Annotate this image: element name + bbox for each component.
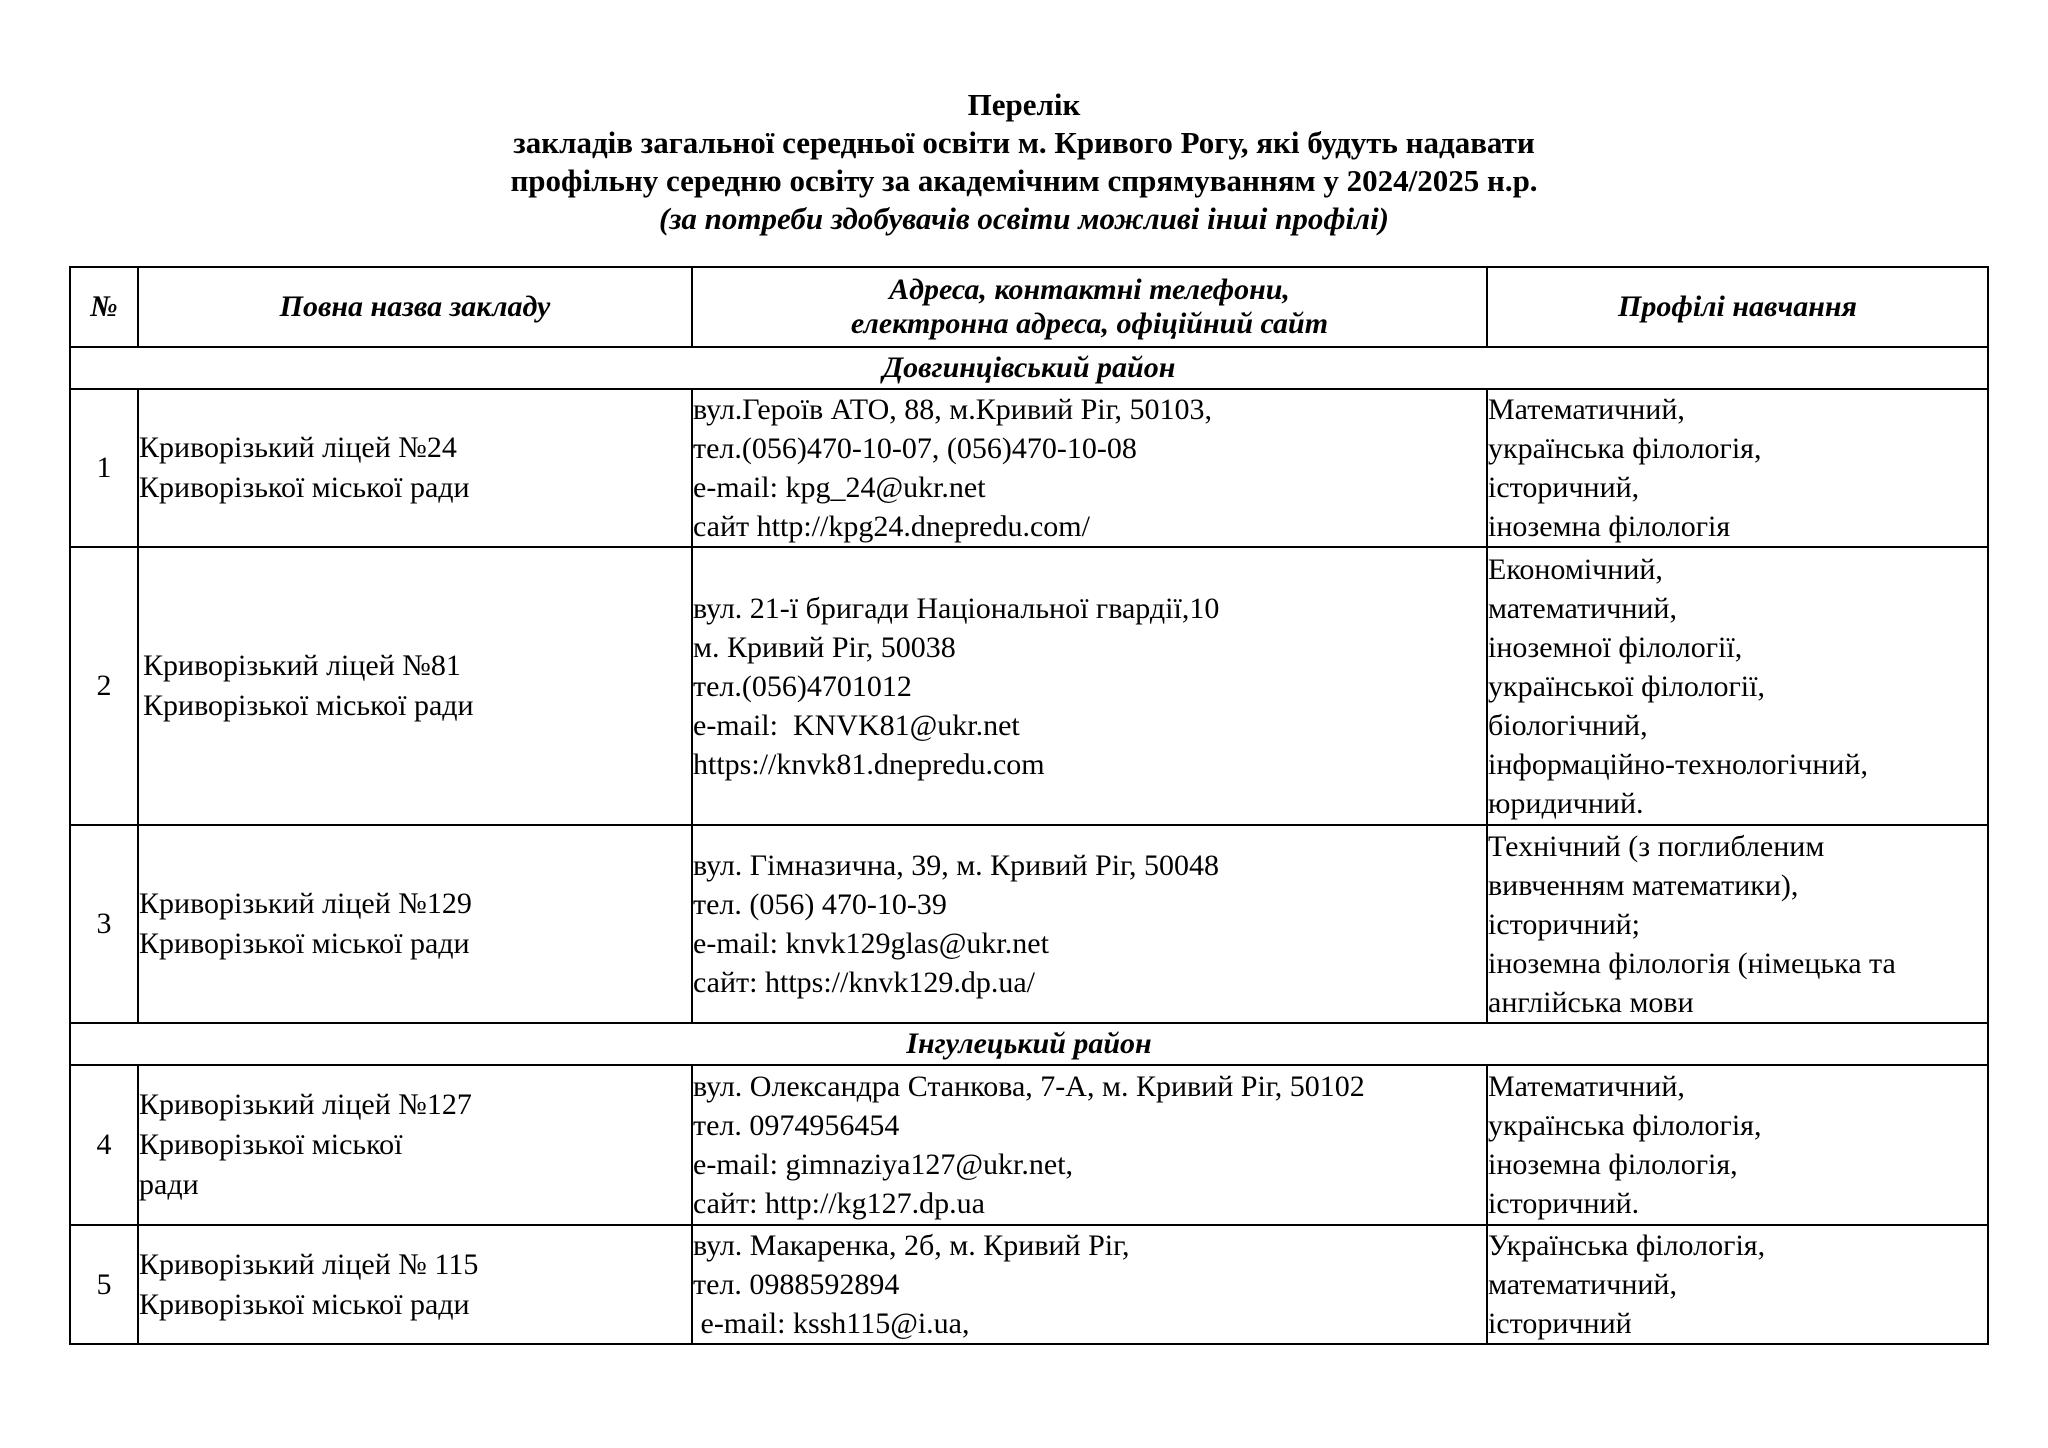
school-profiles: [1487, 825, 1988, 1023]
school-profiles: [1487, 1225, 1988, 1344]
header-address: Адреса, контактні телефони, електронна адреса, офіційний сайт: [692, 267, 1487, 347]
school-profiles: [1487, 389, 1988, 547]
school-name-line: Криворізький ліцей №24: [139, 431, 457, 464]
school-name: [138, 1065, 692, 1225]
district-name: Інгулецький район: [70, 1023, 1988, 1065]
school-name: [138, 825, 692, 1023]
school-profiles-line: Математичний,: [1488, 393, 1685, 426]
school-name-line: Криворізької міської ради: [139, 1287, 470, 1321]
school-profiles: [1487, 547, 1988, 825]
school-address-line: вул.Героїв АТО, 88, м.Кривий Ріг, 50103,: [693, 393, 1213, 426]
school-address-line: вул. Олександра Станкова, 7-А, м. Кривий Ріг, 50102: [693, 1070, 1365, 1103]
school-name: [138, 1225, 692, 1344]
school-profiles-line: інформаційно-технологічний,: [1488, 747, 1869, 781]
school-address-line: тел.(056)4701012: [693, 669, 912, 703]
school-address: [692, 389, 1487, 547]
school-address: [692, 825, 1487, 1023]
school-address: [692, 1065, 1487, 1225]
school-profiles-line: історичний: [1488, 1307, 1632, 1340]
school-address-line: тел. 0974956454: [693, 1109, 900, 1142]
row-number: 3: [70, 825, 138, 1023]
school-profiles-line: математичний,: [1488, 591, 1677, 625]
school-address: [692, 1225, 1487, 1344]
table-row: [70, 825, 1988, 1023]
school-name-line: Криворізький ліцей №129: [139, 887, 472, 920]
school-address-line: вул. Гімназична, 39, м. Кривий Ріг, 50048: [693, 849, 1219, 882]
school-address-line: e-mail: kpg_24@ukr.net: [693, 471, 986, 504]
school-profiles-line: іноземна філологія (німецька та: [1488, 946, 1896, 980]
row-number: 5: [70, 1225, 138, 1344]
school-address-line: e-mail: gimnaziya127@ukr.net,: [693, 1148, 1074, 1181]
school-address-line: м. Кривий Ріг, 50038: [693, 630, 956, 664]
school-profiles-line: іноземна філологія: [1488, 510, 1731, 543]
school-name-line: Криворізький ліцей № 115: [139, 1247, 479, 1281]
school-address-line: вул. 21-ї бригади Національної гвардії,10: [693, 591, 1220, 625]
table-row: [70, 547, 1988, 825]
doc-title: Перелік: [967, 87, 1081, 122]
school-address-line: сайт: https://knvk129.dp.ua/: [693, 966, 1035, 999]
school-address-line: тел. 0988592894: [693, 1268, 900, 1301]
school-profiles-line: української філології,: [1488, 669, 1765, 703]
school-profiles-line: українська філологія,: [1488, 432, 1762, 465]
school-name-line: ради: [139, 1168, 199, 1201]
school-profiles: [1487, 1065, 1988, 1225]
school-profiles-line: Технічний (з поглибленим: [1488, 829, 1825, 863]
school-address: [692, 547, 1487, 825]
school-address-line: https://knvk81.dnepredu.com: [693, 747, 1045, 781]
header-profiles: Профілі навчання: [1487, 267, 1988, 347]
school-name: [138, 547, 692, 825]
school-profiles-line: історичний,: [1488, 471, 1640, 504]
doc-subtitle-line-2: профільну середню освіту за академічним спрямуванням у 2024/2025 н.р.: [510, 163, 1538, 198]
school-name-line: Криворізький ліцей №127: [139, 1088, 472, 1121]
school-profiles-line: іноземна філологія,: [1488, 1148, 1738, 1181]
school-profiles-line: вивченням математики),: [1488, 868, 1799, 902]
school-profiles-line: юридичний.: [1488, 786, 1644, 820]
school-name-line: Криворізької міської ради: [139, 471, 470, 504]
school-profiles-line: біологічний,: [1488, 708, 1648, 742]
school-profiles-line: Математичний,: [1488, 1070, 1685, 1103]
table-row: [70, 389, 1988, 547]
school-profiles-line: історичний;: [1488, 907, 1641, 941]
district-name: Довгинцівський район: [70, 347, 1988, 389]
school-address-line: тел. (056) 470-10-39: [693, 888, 947, 921]
header-number: №: [70, 267, 138, 347]
school-profiles-line: математичний,: [1488, 1268, 1677, 1301]
school-name: [138, 389, 692, 547]
school-profiles-line: Економічний,: [1488, 552, 1663, 586]
district-row: [70, 1023, 1988, 1065]
document-header: [0, 86, 2048, 238]
row-number: 1: [70, 389, 138, 547]
school-address-line: тел.(056)470-10-07, (056)470-10-08: [693, 432, 1137, 465]
school-name-line: Криворізької міської: [139, 1128, 403, 1161]
doc-note: (за потреби здобувачів освіти можливі інші профілі): [659, 201, 1389, 236]
table-body: [70, 347, 1988, 1344]
school-profiles-line: Українська філологія,: [1488, 1229, 1766, 1262]
table-row: [70, 1225, 1988, 1344]
header-name: Повна назва закладу: [138, 267, 692, 347]
district-row: [70, 347, 1988, 389]
school-name-line: Криворізької міської ради: [139, 927, 470, 960]
row-number: 2: [70, 547, 138, 825]
school-profiles-line: українська філологія,: [1488, 1109, 1762, 1142]
school-name-line: Криворізький ліцей №81: [143, 649, 461, 682]
school-name-line: Криворізької міської ради: [143, 689, 474, 722]
doc-subtitle-line-1: закладів загальної середньої освіти м. Кривого Рогу, які будуть надавати: [513, 125, 1535, 160]
table-header-row: [70, 267, 1988, 347]
table-row: [70, 1065, 1988, 1225]
school-profiles-line: історичний.: [1488, 1187, 1640, 1220]
school-address-line: e-mail: KNVK81@ukr.net: [693, 708, 1020, 742]
school-address-line: вул. Макаренка, 2б, м. Кривий Ріг,: [693, 1229, 1130, 1262]
school-address-line: сайт: http://kg127.dp.ua: [693, 1187, 985, 1220]
school-address-line: e-mail: knvk129glas@ukr.net: [693, 927, 1049, 960]
school-address-line: e-mail: kssh115@i.ua,: [693, 1307, 970, 1340]
school-profiles-line: англійська мови: [1488, 985, 1694, 1019]
row-number: 4: [70, 1065, 138, 1225]
schools-table: [69, 266, 1989, 1345]
school-profiles-line: іноземної філології,: [1488, 630, 1743, 664]
school-address-line: сайт http://kpg24.dnepredu.com/: [693, 510, 1090, 543]
